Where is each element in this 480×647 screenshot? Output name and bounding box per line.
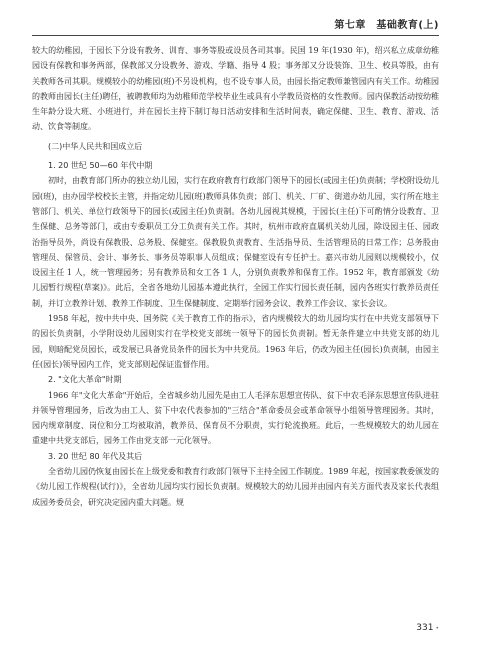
header-rule bbox=[32, 35, 439, 36]
page-number-value: 331 bbox=[416, 623, 434, 633]
page-mark: • bbox=[435, 625, 439, 632]
body-text bbox=[32, 43, 439, 510]
subsection-heading-2: 2. "文化大革命"时期 bbox=[48, 375, 122, 385]
paragraph-1: 较大的幼稚园，于园长下分设有教务、训育、事务等股或设员各司其事。民国 19 年(1930 年)，绍兴私立成章幼稚园设有保教和事务两部，保教部又分设教务、游戏、学籍、指导 4 股；事务部又分设装饰、卫生、校具等股，由有关教师各司其职。规模较小的幼稚园(班)不另设机构，也不设专事人员，由园长指定教师兼管园内有关工作。幼稚园的教师由园长(主任)聘任，被聘教师均为幼稚师范学校毕业生或具有小学教员资格的女性教师。园内保教活动按幼稚生年龄分设大班、小班进行，并在园长主持下制订每日活动安排和生活时间表，确定保健、卫生、教育、游戏、活动、饮食等制度。 bbox=[32, 46, 439, 132]
subsection-heading-1: 1. 20 世纪 50—60 年代中期 bbox=[48, 161, 153, 171]
section-heading: (二)中华人民共和国成立后 bbox=[48, 141, 143, 151]
paragraph-2: 初时，由教育部门所办的独立幼儿园，实行在政府教育行政部门领导下的园长(或园主任)负责制；学校附设幼儿园(班)，由办园学校校长主管，并指定幼儿园(班)教师具体负责；部门、机关、厂矿、街道办幼儿园，实行所在地主管部门、机关、单位行政领导下的园长(或园主任)负责制。各幼儿园视其规模，于园长(主任)下可酌情分设教育、卫生保健、总务等部门，或由专委职员工分工负责有关工作。其时，杭州市政府直属机关幼儿园，除设园主任、园政治指导员外，尚设有保教股、总务股、保健室。保教股负责教育、生活指导员、生活管理员的日常工作；总务股由管理员、保管员、会计、事务长、事务员等职事人员组成；保健室设有专任护士。嘉兴市幼儿园则以规模较小，仅设园主任 1 人，统一管理园务；另有教养员和女工各 1 人，分别负责教养和保育工作。1952 年，教育部颁发《幼儿园暂行规程(草案)》。此后，全省各地幼儿园基本遵此执行，全园工作实行园长责任制，园内各班实行教养员责任制，并订立教养计划、教养工作制度、卫生保健制度、定期举行园务会议、教养工作会议、家长会议。 bbox=[32, 176, 439, 308]
subsection-heading-3: 3. 20 世纪 80 年代及其后 bbox=[48, 451, 143, 461]
paragraph-4: 1966 年"文化大革命"开始后，全省城乡幼儿园先是由工人毛泽东思想宣传队、贫下中农毛泽东思想宣传队进驻并领导管理园务，后改为由工人、贫下中农代表参加的"三结合"革命委员会或革命领导小组领导管理园务。其时，园内规章制度、岗位和分工均被取消，教养员、保育员不分职责，实行轮流换班。此后，一些规模较大的幼儿园在重建中共党支部后，园务工作由党支部一元化领导。 bbox=[32, 390, 439, 446]
running-header: 第七章 基础教育(上) bbox=[334, 20, 439, 31]
page-number bbox=[416, 623, 439, 633]
paragraph-3: 1958 年起，按中共中央、国务院《关于教育工作的指示》，省内规模较大的幼儿园均实行在中共党支部领导下的园长负责制，小学附设幼儿园则实行在学校党支部统一领导下的园长负责制。暂无条件建立中共党支部的幼儿园，则暗配党员园长，或发展已具备党员条件的园长为中共党员。1963 年后，仍改为园主任(园长)负责制，由园主任(园长)领导园内工作，党支部则起保证监督作用。 bbox=[32, 314, 439, 369]
paragraph-5: 全省幼儿园仍恢复由园长在上级党委和教育行政部门领导下主持全园工作制度。1989 年起，按国家教委颁发的《幼儿园工作规程(试行)》，全省幼儿园均实行园长负责制。规模较大的幼儿园并由园内有关方面代表及家长代表组成园务委员会，研究决定园内重大问题。规 bbox=[32, 467, 439, 507]
